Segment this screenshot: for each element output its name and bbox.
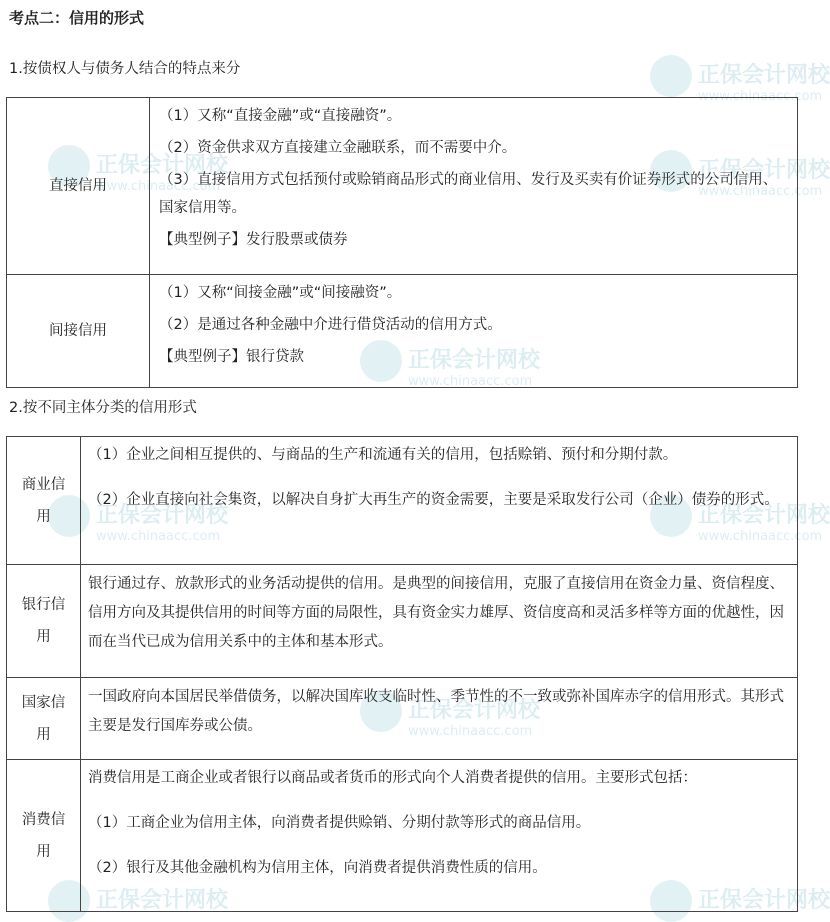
table-row (7, 437, 798, 565)
row-label: 国家信用 (7, 678, 81, 760)
content-line: 消费信用是工商企业或者银行以商品或者货币的形式向个人消费者提供的信用。主要形式包括： (88, 770, 697, 786)
watermark-text: 正保会计网校 (96, 503, 229, 528)
content-line: （2）是通过各种金融中介进行借贷活动的信用方式。 (159, 317, 502, 333)
credit-subject-table (6, 436, 798, 912)
page-heading: 考点二：信用的形式 (9, 9, 145, 27)
content-line: （2）银行及其他金融机构为信用主体，向消费者提供消费性质的信用。 (88, 860, 547, 876)
section2-title: 2.按不同主体分类的信用形式 (9, 400, 197, 416)
row-content (81, 565, 798, 678)
watermark-url: www.chinaacc.com (96, 529, 221, 544)
table-row (7, 565, 798, 678)
row-content (81, 437, 798, 565)
row-content (150, 98, 798, 275)
content-line: 银行通过存、放款形式的业务活动提供的信用。是典型的间接信用，克服了直接信用在资金力量、资信程度、信用方向及其提供信用的时间等方面的局限性，具有资金实力雄厚、资信度高和灵活多样等方面的优越性，因而在当代已成为信用关系中的主体和基本形式。 (88, 576, 784, 650)
content-line: （3）直接信用方式包括预付或赊销商品形式的商业信用、发行及买卖有价证券形式的公司信用、国家信用等。 (159, 172, 778, 216)
content-line: 【典型例子】发行股票或债券 (159, 232, 348, 248)
content-line: （1）企业之间相互提供的、与商品的生产和流通有关的信用，包括赊销、预付和分期付款。 (88, 447, 678, 463)
row-label: 直接信用 (7, 98, 150, 275)
row-content (81, 760, 798, 912)
watermark-text: 正保会计网校 (698, 888, 830, 913)
content-line: （1）又称“间接金融”或“间接融资”。 (159, 285, 402, 301)
row-label: 商业信用 (7, 437, 81, 565)
row-label: 银行信用 (7, 565, 81, 678)
content-line: 一国政府向本国居民举借债务，以解决国库收支临时性、季节性的不一致或弥补国库赤字的信用形式。其形式主要是发行国库券或公债。 (88, 689, 784, 734)
watermark-text: 正保会计网校 (96, 888, 229, 913)
table-row (7, 98, 798, 275)
watermark-text: 正保会计网校 (698, 503, 830, 528)
watermark-url: www.chinaacc.com (698, 89, 823, 104)
watermark-url: www.chinaacc.com (408, 724, 533, 739)
section1-title: 1.按债权人与债务人结合的特点来分 (9, 61, 241, 77)
direct-indirect-table (6, 97, 798, 388)
watermark-text: 正保会计网校 (96, 153, 229, 178)
watermark-url: www.chinaacc.com (698, 529, 823, 544)
row-label: 消费信用 (7, 760, 81, 912)
content-line: （2）资金供求双方直接建立金融联系，而不需要中介。 (159, 140, 517, 156)
content-line: 【典型例子】银行贷款 (159, 349, 304, 365)
content-line: （1）工商企业为信用主体，向消费者提供赊销、分期付款等形式的商品信用。 (88, 815, 591, 831)
row-content (81, 678, 798, 760)
watermark-text: 正保会计网校 (408, 698, 541, 723)
watermark-url: www.chinaacc.com (698, 184, 823, 199)
watermark-url: www.chinaacc.com (96, 179, 221, 194)
table-row (7, 760, 798, 912)
content-line: （1）又称“直接金融”或“直接融资”。 (159, 108, 402, 124)
watermark-text: 正保会计网校 (698, 158, 830, 183)
watermark-url: www.chinaacc.com (408, 374, 533, 389)
watermark-text: 正保会计网校 (698, 63, 830, 88)
row-label: 间接信用 (7, 275, 150, 388)
table-row (7, 275, 798, 388)
table-row (7, 678, 798, 760)
watermark-icon (650, 55, 692, 97)
row-content (150, 275, 798, 388)
watermark-text: 正保会计网校 (408, 348, 541, 373)
content-line: （2）企业直接向社会集资，以解决自身扩大再生产的资金需要，主要是采取发行公司（企业）债券的形式。 (88, 492, 779, 508)
